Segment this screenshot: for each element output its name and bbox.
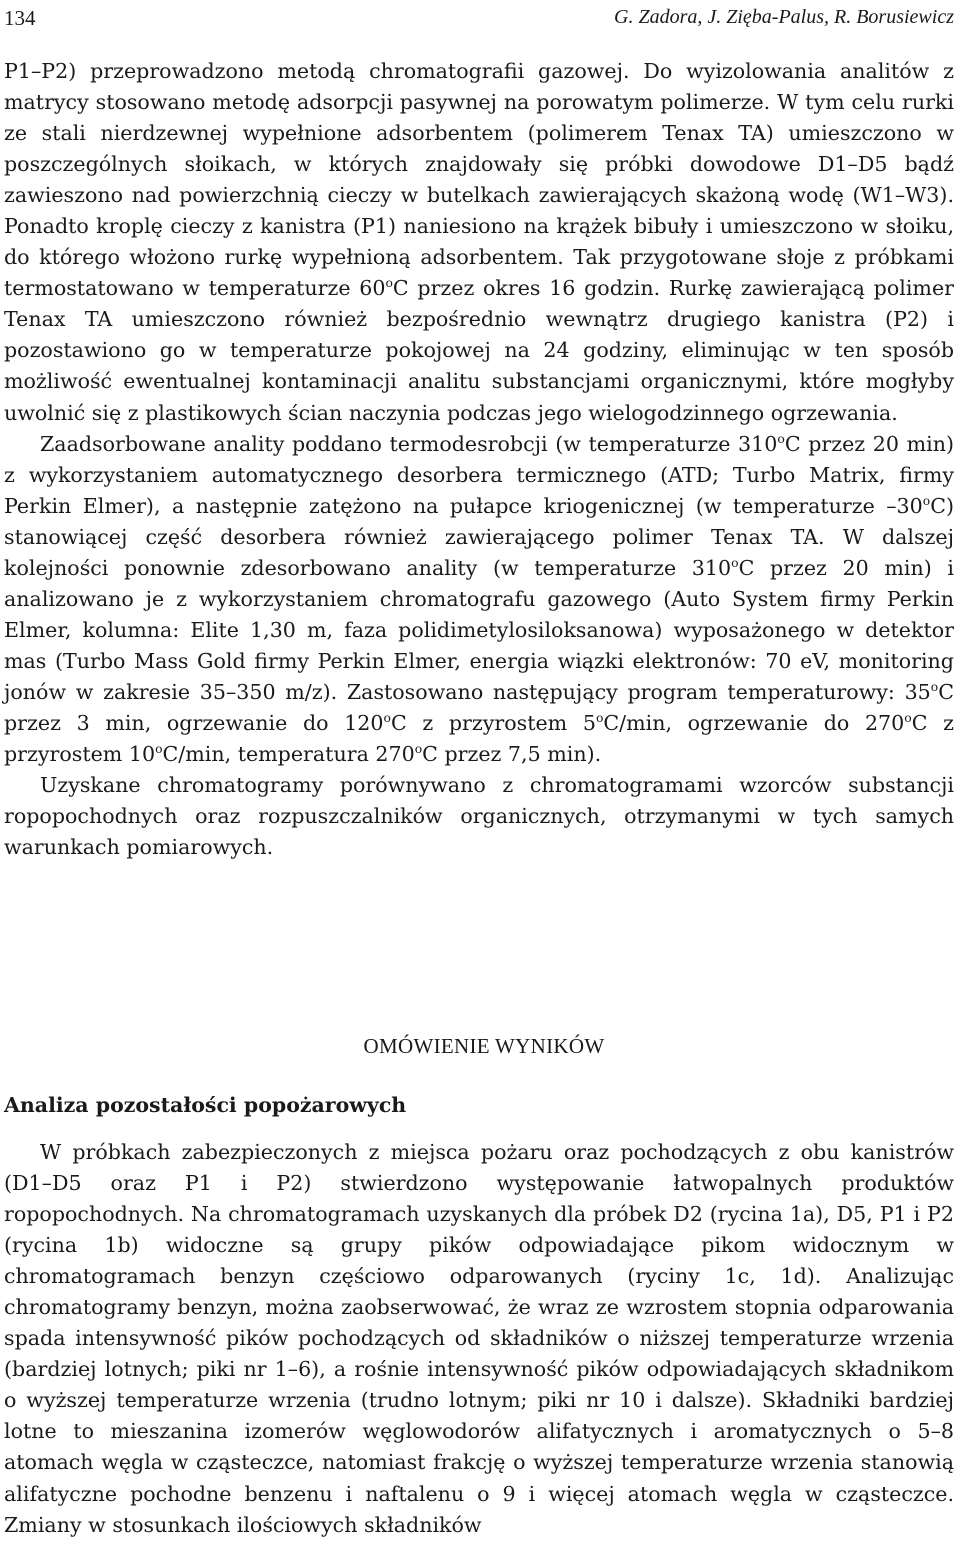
degree-sign: o <box>731 555 739 570</box>
degree-sign: o <box>383 710 391 725</box>
results-paragraph-1: W próbkach zabezpieczonych z miejsca pożaru oraz pochodzących z obu kanistrów (D1–D5 oraz P1 i P2) stwierdzono występowanie łatwopalnych produktów ropopochodnych. Na chromatogramach uzyskanych dla próbek D2 (rycina 1a), D5, P1 i P2 (rycina 1b) widoczne są grupy pików odpowiadające pikom widocznym w chromatogramach benzyn częściowo odparowanych (ryciny 1c, 1d). Analizując chromatogramy benzyn, można zaobserwować, że wraz ze wzrostem stopnia odparowania spada intensywność pików pochodzących od składników o niższej temperaturze wrzenia (bardziej lotnych; piki nr 1–6), a rośnie intensywność pików odpowiadających składnikom o wyższej temperaturze wrzenia (trudno lotnym; piki nr 10 i dalsze). Składniki bardziej lotne to mieszanina izomerów węglowodorów alifatycznych i aromatycznych o 5–8 atomach węgla w cząsteczce, natomiast frakcję o wyższej temperaturze wrzenia stanowią alifatyczne pochodne benzenu i naftalenu o 9 i więcej atomach węgla w cząsteczce. Zmiany w stosunkach ilościowych składników <box>4 1140 954 1537</box>
running-header <box>4 6 954 34</box>
page-number: 134 <box>4 6 36 30</box>
degree-sign: o <box>155 742 163 756</box>
degree-sign: o <box>414 742 423 756</box>
degree-sign: o <box>904 710 912 725</box>
methods-paragraph-1: P1–P2) przeprowadzono metodą chromatografii gazowej. Do wyizolowania analitów z matrycy stosowano metodę adsorpcji pasywnej na porowatym polimerze. W tym celu rurki ze stali nierdzewnej wypełnione adsorbentem (polimerem Tenax TA) umieszczono w poszczególnych słoikach, w których znajdowały się próbki dowodowe D1–D5 bądź zawieszono nad powierzchnią cieczy w butelkach zawierających skażoną wodę (W1–W3). Ponadto kroplę cieczy z kanistra (P1) naniesiono na krążek bibuły i umieszczono w słoiku, do którego włożono rurkę wypełnioną adsorbentem. Tak przygotowane słoje z próbkami termostatowano w temperaturze 60$^o$C przez okres 16 godzin. Rurkę zawierającą polimer Tenax TA umieszczono również bezpośrednio wewnątrz drugiego kanistra (P2) i pozostawiono go w temperaturze pokojowej na 24 godziny, eliminując w ten sposób możliwość ewentualnej kontaminacji analitu substancjami organicznymi, które mogłyby uwolnić się z plastikowych ścian naczynia podczas jego wielogodzinnego ogrzewania. <box>4 59 954 425</box>
degree-sign: o <box>777 431 785 446</box>
methods-paragraph-3: Uzyskane chromatogramy porównywano z chromatogramami wzorców substancji ropopochodnych oraz rozpuszczalników organicznych, otrzymanymi w tych samych warunkach pomiarowych. <box>4 773 954 860</box>
degree-sign: o <box>595 710 604 725</box>
subsection-title: Analiza pozostałości popożarowych <box>4 1093 407 1117</box>
methods-text <box>4 56 954 863</box>
header-authors: G. Zadora, J. Zięba-Palus, R. Borusiewicz <box>614 6 954 28</box>
degree-sign: o <box>922 493 931 508</box>
methods-paragraph-2: Zaadsorbowane anality poddano termodesrobcji (w temperaturze 310$^o$C przez 20 min) z wykorzystaniem automatycznego desorbera termicznego (ATD; Turbo Matrix, firmy Perkin Elmer), a następnie zatężono na pułapce kriogenicznej (w temperaturze –30$^o$C) stanowiącej część desorbera również zawierającego polimer Tenax TA. W dalszej kolejności ponownie zdesorbowano anality (w temperaturze 310$^o$C przez 20 min) i analizowano je z wykorzystaniem chromatografu gazowego (Auto System firmy Perkin Elmer, kolumna: Elite 1,30 m, faza polidimetylosiloksanowa) wyposażonego w detektor mas (Turbo Mass Gold firmy Perkin Elmer, energia wiązki elektronów: 70 eV, monitoring jonów w zakresie 35–350 m/z). Zastosowano następujący program temperaturowy: 35$^o$C przez 3 min, ogrzewanie do 120$^o$C z przyrostem 5$^o$C/min, ogrzewanie do 270$^o$C z przyrostem 10$^o$C/min, temperatura 270$^o$C przez 7,5 min). <box>4 431 955 767</box>
degree-sign: o <box>930 679 939 694</box>
results-text <box>4 1137 954 1541</box>
section-title: OMÓWIENIE WYNIKÓW <box>363 1034 605 1058</box>
degree-sign: o <box>385 276 393 291</box>
